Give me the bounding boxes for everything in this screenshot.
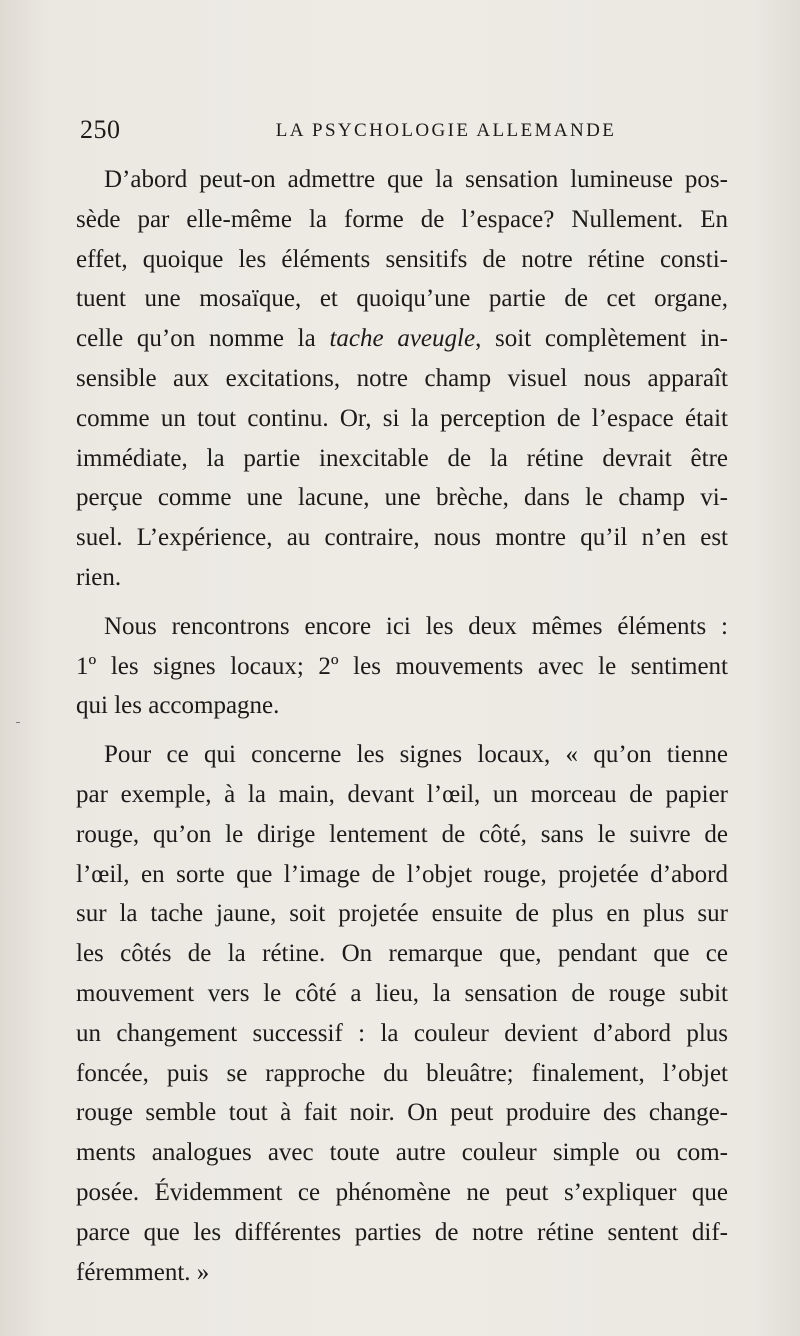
paragraph-2 xyxy=(76,607,728,726)
text-line: sède par elle-même la forme de l’espace? Nullement. En xyxy=(76,205,728,233)
text-line: sensible aux excitations, notre champ visuel nous apparaît xyxy=(76,364,728,392)
running-title: LA PSYCHOLOGIE ALLEMANDE xyxy=(275,120,617,141)
text-line: suel. L’expérience, au contraire, nous montre qu’il n’en est xyxy=(76,524,728,552)
text-line: 1º les signes locaux; 2º les mouvements avec le sentiment xyxy=(76,652,728,680)
text-line: parce que les différentes parties de notre rétine sentent dif- xyxy=(76,1218,728,1246)
margin-mark xyxy=(16,722,20,723)
page-number: 250 xyxy=(80,115,121,144)
paragraph-1 xyxy=(76,160,728,598)
text-line: rouge semble tout à fait noir. On peut produire des change- xyxy=(76,1099,728,1127)
text-line: les côtés de la rétine. On remarque que, pendant que ce xyxy=(76,940,728,968)
text-line: foncée, puis se rapproche du bleuâtre; finalement, l’objet xyxy=(76,1059,728,1087)
text-line: D’abord peut-on admettre que la sensation lumineuse pos- xyxy=(104,166,728,193)
text-line: Pour ce qui concerne les signes locaux, « qu’on tienne xyxy=(104,741,728,769)
text-line: par exemple, à la main, devant l’œil, un morceau de papier xyxy=(76,780,728,808)
text-line: immédiate, la partie inexcitable de la rétine devrait être xyxy=(76,444,728,472)
text-line: mouvement vers le côté a lieu, la sensation de rouge subit xyxy=(76,979,728,1007)
text-line: posée. Évidemment ce phénomène ne peut s’expliquer que xyxy=(76,1178,728,1206)
body-text xyxy=(76,160,728,1292)
text-line: féremment. » xyxy=(76,1258,210,1286)
page-header xyxy=(80,112,728,148)
text-segment: celle qu’on nomme la xyxy=(76,325,330,353)
text-line: perçue comme une lacune, une brèche, dans le champ vi- xyxy=(76,484,728,512)
text-segment: , soit complètement in- xyxy=(475,325,728,353)
text-line: Nous rencontrons encore ici les deux mêmes éléments : xyxy=(104,612,728,640)
text-line: tuent une mosaïque, et quoiqu’une partie de cet organe, xyxy=(76,285,728,313)
text-line: comme un tout continu. Or, si la perception de l’espace était xyxy=(76,404,728,432)
text-line: rien. xyxy=(76,563,122,591)
text-line-with-italic xyxy=(76,319,728,359)
text-line: ments analogues avec toute autre couleur simple ou com- xyxy=(76,1139,728,1167)
paragraph-3 xyxy=(76,735,728,1292)
text-line: l’œil, en sorte que l’image de l’objet rouge, projetée d’abord xyxy=(76,860,728,888)
text-line: sur la tache jaune, soit projetée ensuite de plus en plus sur xyxy=(76,900,728,928)
text-line: un changement successif : la couleur devient d’abord plus xyxy=(76,1019,728,1047)
text-line: effet, quoique les éléments sensitifs de notre rétine consti- xyxy=(76,245,728,273)
text-line: rouge, qu’on le dirige lentement de côté, sans le suivre de xyxy=(76,820,728,848)
italic-term: tache aveugle xyxy=(329,325,476,353)
text-line: qui les accompagne. xyxy=(76,692,280,720)
